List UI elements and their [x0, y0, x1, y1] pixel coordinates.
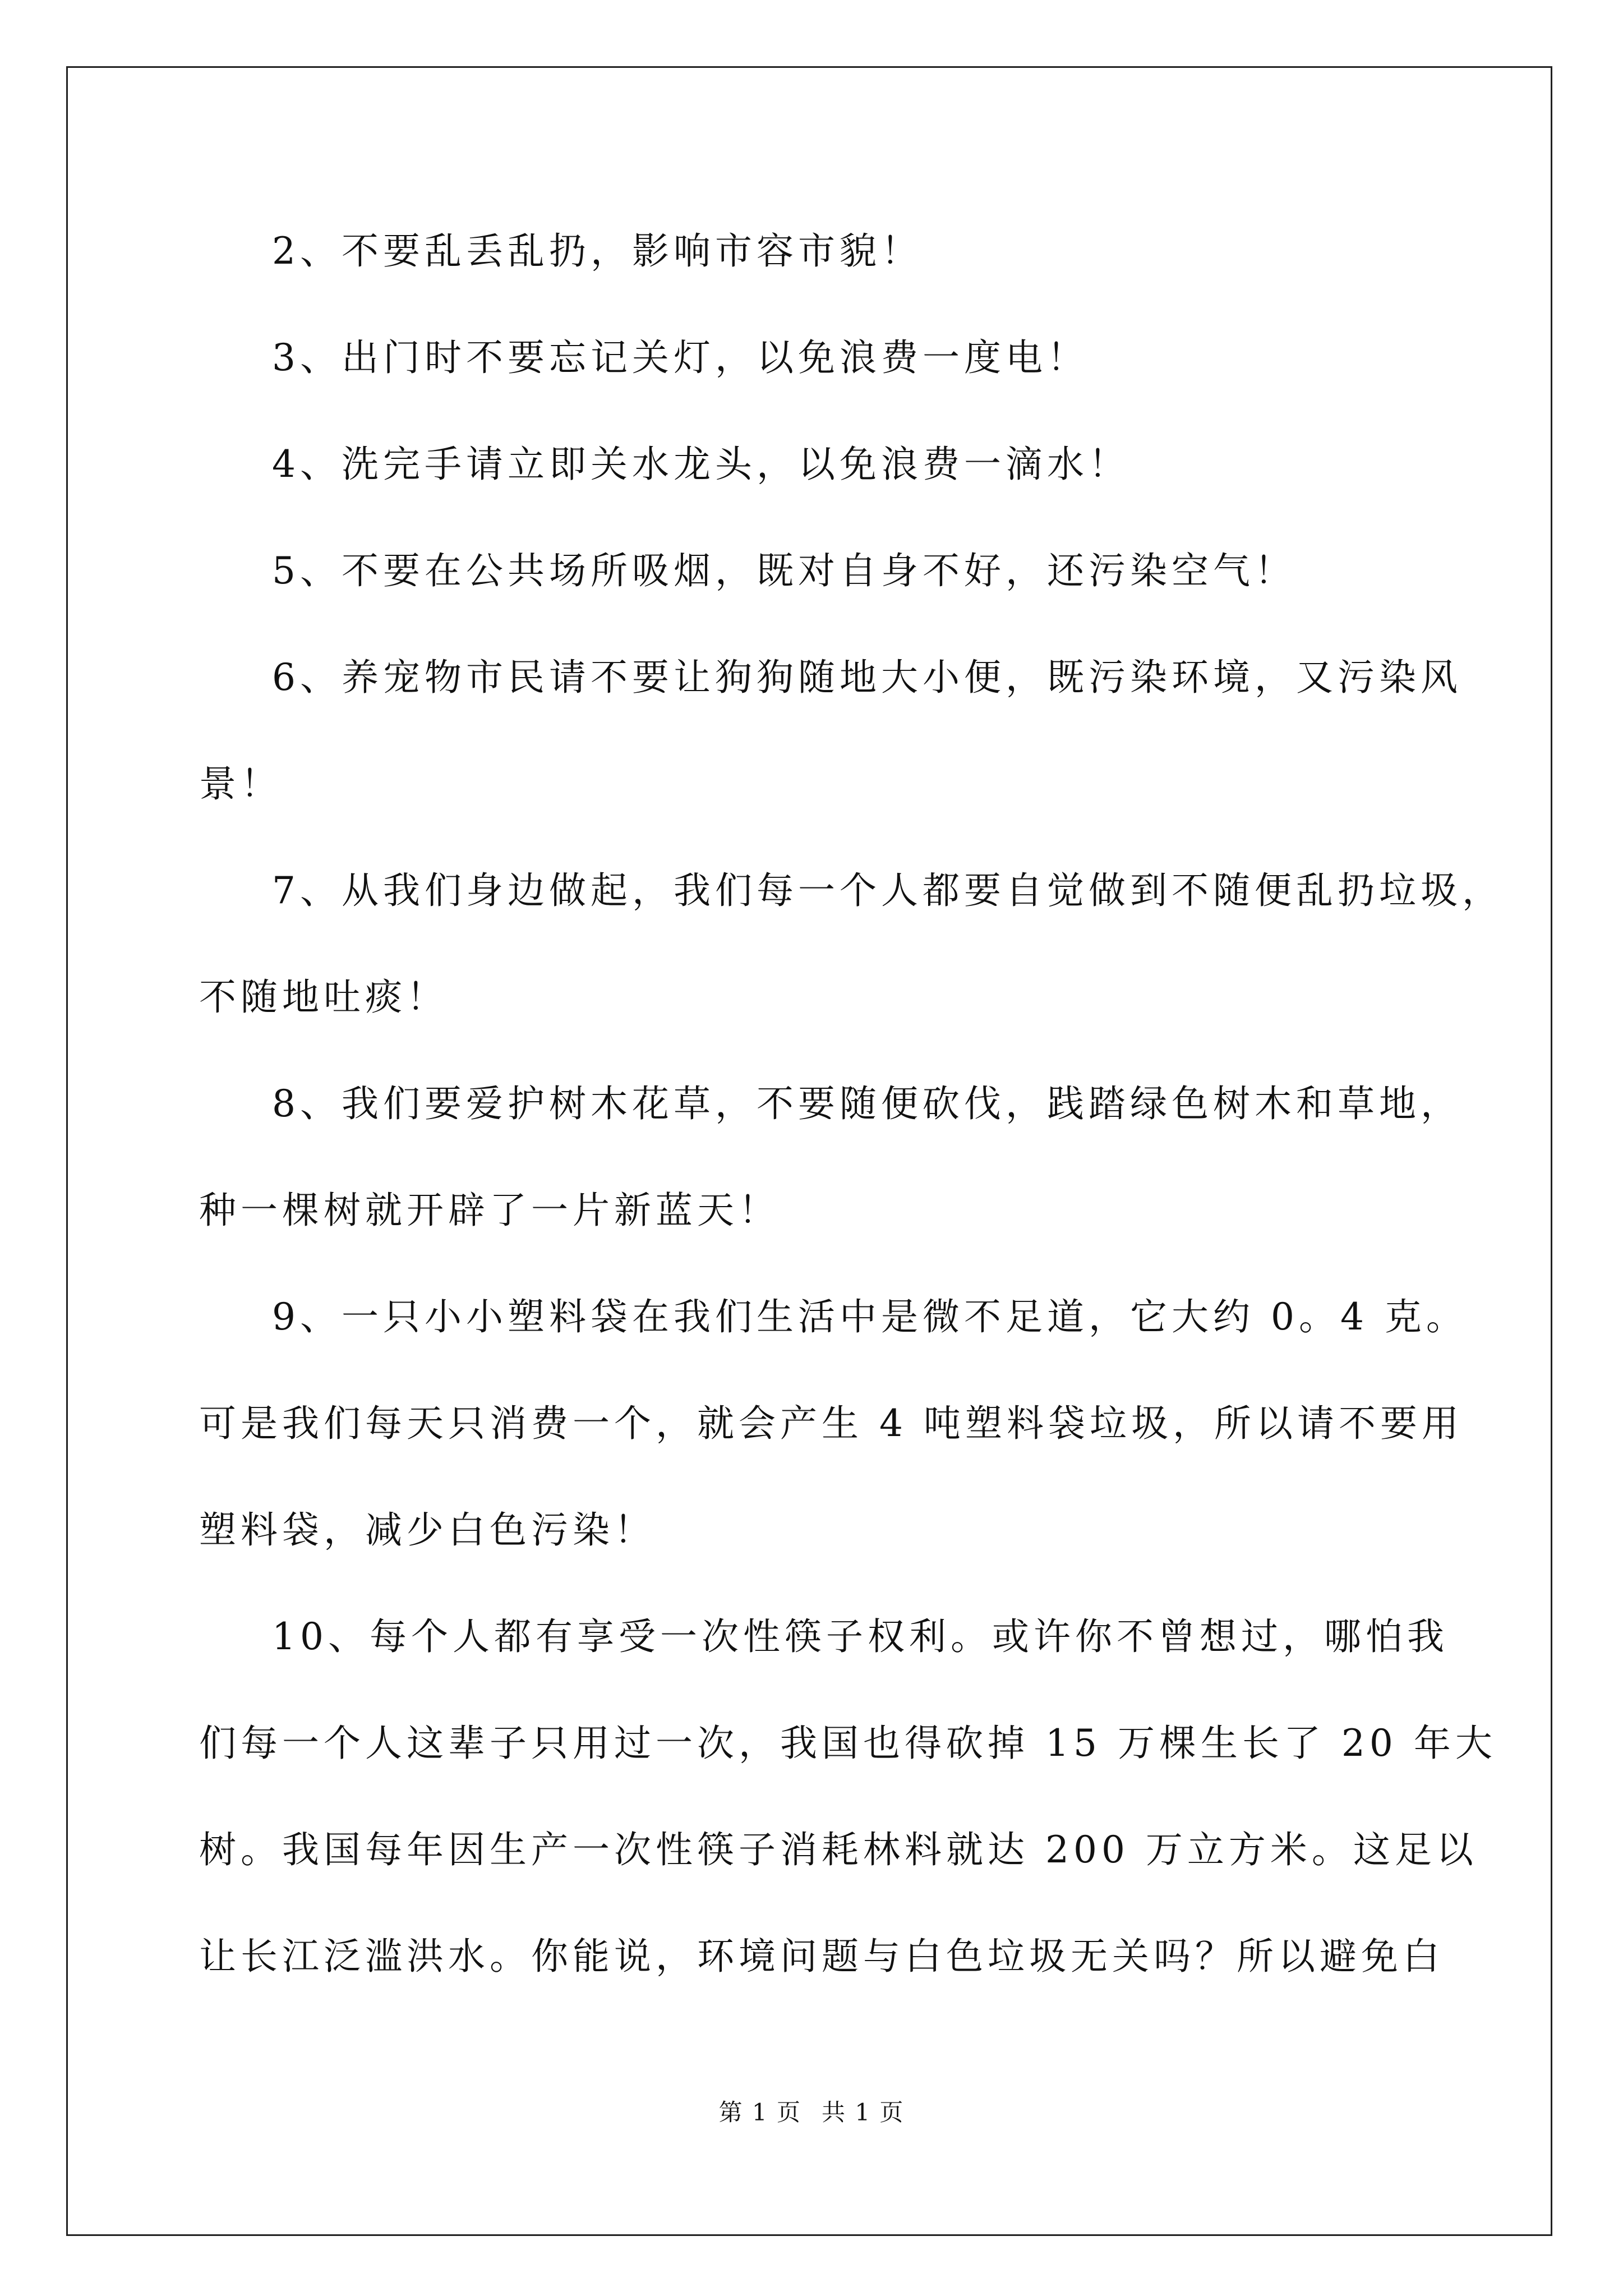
paragraph-line: 3、出门时不要忘记关灯，以免浪费一度电！ — [272, 336, 1089, 379]
paragraph-line: 10、每个人都有享受一次性筷子权利。或许你不曾想过，哪怕我 — [272, 1615, 1449, 1658]
paragraph-line: 可是我们每天只消费一个，就会产生 4 吨塑料袋垃圾，所以请不要用 — [199, 1402, 1463, 1445]
page-number-total: 共 1 页 — [822, 2099, 905, 2126]
paragraph-line: 种一棵树就开辟了一片新蓝天！ — [199, 1189, 780, 1232]
paragraph-line: 4、洗完手请立即关水龙头，以免浪费一滴水！ — [272, 443, 1130, 486]
paragraph-line: 让长江泛滥洪水。你能说，环境问题与白色垃圾无关吗？所以避免白 — [199, 1935, 1444, 1978]
page-number-current: 第 1 页 — [718, 2099, 801, 2126]
paragraph-line: 2、不要乱丢乱扔，影响市容市貌！ — [272, 229, 923, 273]
paragraph-line: 景！ — [199, 762, 282, 806]
paragraph-line: 8、我们要爱护树木花草，不要随便砍伐，践踏绿色树木和草地， — [272, 1082, 1462, 1125]
page-footer — [0, 2097, 1623, 2128]
paragraph-line: 不随地吐痰！ — [199, 976, 448, 1019]
paragraph-line: 7、从我们身边做起，我们每一个人都要自觉做到不随便乱扔垃圾， — [272, 869, 1504, 912]
paragraph-line: 9、一只小小塑料袋在我们生活中是微不足道，它大约 0。4 克。 — [272, 1295, 1468, 1338]
page-border — [66, 66, 1552, 2236]
paragraph-line: 树。我国每年因生产一次性筷子消耗林料就达 200 万立方米。这足以 — [199, 1828, 1478, 1871]
paragraph-line: 5、不要在公共场所吸烟，既对自身不好，还污染空气！ — [272, 549, 1296, 592]
paragraph-line: 6、养宠物市民请不要让狗狗随地大小便，既污染环境，又污染风 — [272, 656, 1462, 699]
paragraph-line: 们每一个人这辈子只用过一次，我国也得砍掉 15 万棵生长了 20 年大 — [199, 1722, 1497, 1765]
paragraph-line: 塑料袋，减少白色污染！ — [199, 1508, 656, 1552]
